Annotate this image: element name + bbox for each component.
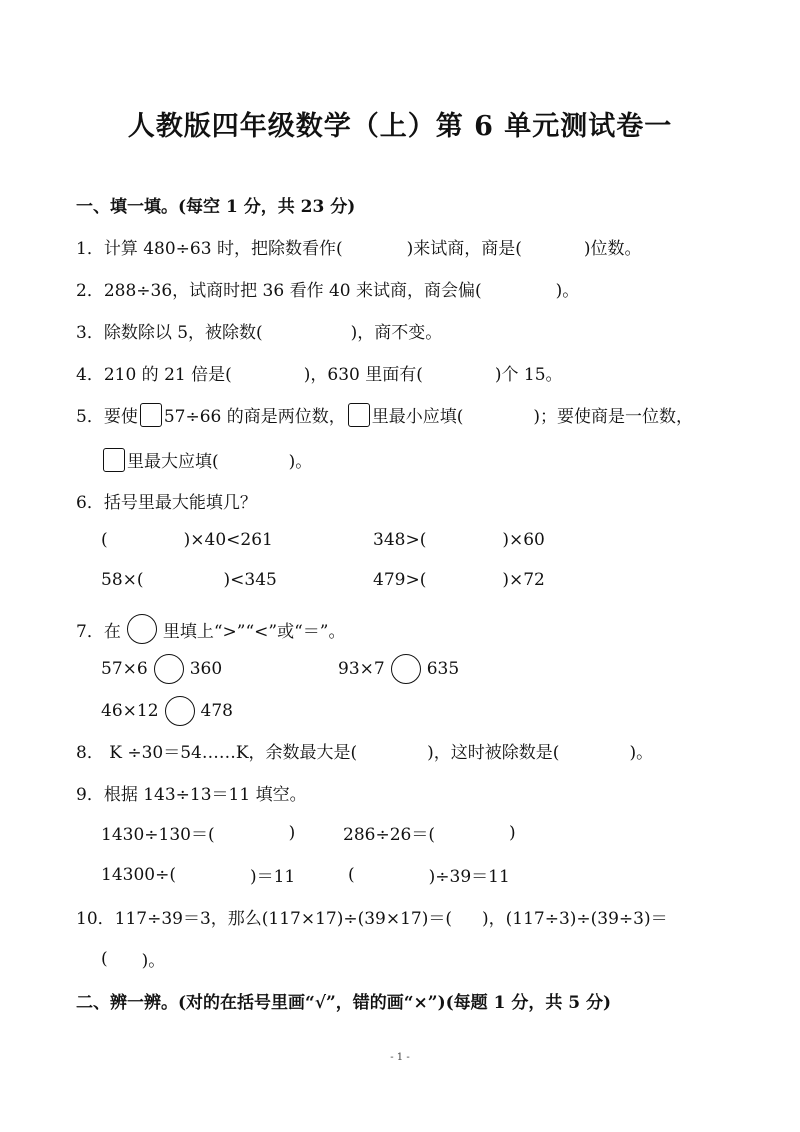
q7-item-2: [338, 654, 459, 684]
q1-text-b: )来试商，商是(: [406, 239, 522, 259]
q7-item-2-left: 93×7: [338, 659, 385, 679]
question-3: [76, 318, 442, 343]
q7-item-3-left: 46×12: [101, 701, 159, 721]
q8-text-c: )。: [629, 743, 654, 763]
q3-text-a: 3．除数除以 5，被除数(: [76, 323, 263, 343]
section-1-heading: 一、填一填。(每空 1 分，共 23 分): [76, 197, 356, 217]
q4-text-c: )个 15。: [494, 365, 563, 385]
q9-item-3-close: )＝11: [249, 867, 296, 887]
q6-item-1-open: (: [101, 530, 108, 550]
section-2-heading: 二、辨一辨。(对的在括号里画“√”，错的画“×”)(每题 1 分，共 5 分): [76, 993, 612, 1013]
q9-item-3-open: 14300÷(: [101, 864, 176, 885]
question-6: 6．括号里最大能填几？: [76, 493, 257, 513]
q3-text-b: )，商不变。: [350, 323, 443, 343]
q6-item-1: [101, 530, 273, 550]
q6-item-3: [101, 570, 277, 590]
q9-item-2: [343, 820, 516, 845]
q9-item-3: [101, 862, 295, 887]
q9-item-1-open: 1430÷130＝(: [101, 825, 215, 845]
q6-item-4-open: 479>(: [373, 570, 427, 590]
q8-text-b: )，这时被除数是(: [427, 743, 560, 763]
q9-item-2-open: 286÷26＝(: [343, 825, 435, 845]
question-5: [76, 402, 693, 427]
q7-text-a: 7．在: [76, 621, 121, 642]
q5-text-c: 里最小应填(: [371, 407, 464, 427]
question-4: [76, 360, 563, 385]
q9-item-2-close: ): [508, 822, 516, 843]
q2-text-b: )。: [555, 281, 580, 301]
q5-text-f: )。: [288, 452, 313, 472]
question-8: [76, 738, 653, 763]
empty-square-box: [348, 403, 370, 427]
q6-item-2: [373, 530, 545, 550]
q10-text-d: )。: [141, 951, 166, 971]
page-title: 人教版四年级数学（上）第 6 单元测试卷一: [127, 111, 673, 142]
q5-text-a: 5．要使: [76, 407, 138, 427]
comparison-circle[interactable]: [165, 696, 195, 726]
q8-text-a: 8． K ÷30＝54……K，余数最大是(: [76, 743, 358, 763]
q7-item-2-right: 635: [426, 659, 460, 679]
q10-text-c: (: [101, 948, 108, 969]
q5-text-d: )；要使商是一位数，: [533, 407, 694, 427]
q7-text-b: 里填上“>”“<”或“＝”。: [162, 621, 346, 642]
page-number: - 1 -: [390, 1052, 410, 1063]
question-2: [76, 276, 579, 301]
q7-item-1: [101, 654, 222, 684]
q4-text-a: 4．210 的 21 倍是(: [76, 365, 232, 385]
q4-text-b: )，630 里面有(: [303, 365, 423, 385]
q5-text-b: 57÷66 的商是两位数，: [163, 407, 346, 427]
question-10: [76, 904, 668, 929]
q6-item-3-close: )<345: [223, 570, 277, 590]
q6-item-1-close: )×40<261: [183, 530, 273, 550]
q10-text-a: 10．117÷39＝3，那么(117×17)÷(39×17)＝(: [76, 909, 453, 929]
comparison-circle[interactable]: [391, 654, 421, 684]
q9-item-1: [101, 820, 295, 845]
question-9: 9．根据 143÷13＝11 填空。: [76, 785, 307, 805]
q9-item-1-close: ): [288, 822, 296, 843]
question-10-continued: [101, 946, 165, 971]
q10-text-b: )，(117÷3)÷(39÷3)＝: [482, 909, 668, 929]
q1-text-c: )位数。: [583, 239, 642, 259]
empty-square-box: [103, 448, 125, 472]
q9-item-4-open: (: [348, 864, 355, 885]
comparison-circle[interactable]: [154, 654, 184, 684]
q7-item-1-right: 360: [189, 659, 223, 679]
q6-item-2-close: )×60: [502, 530, 545, 550]
q7-item-3: [101, 696, 233, 726]
q7-item-3-right: 478: [200, 701, 233, 721]
question-5-continued: [101, 447, 312, 472]
q9-item-4-close: )÷39＝11: [428, 867, 510, 887]
q6-item-3-open: 58×(: [101, 570, 144, 590]
empty-square-box[interactable]: [140, 403, 162, 427]
q6-item-2-open: 348>(: [373, 530, 427, 550]
empty-circle: [127, 614, 157, 644]
question-1: [76, 234, 642, 259]
question-7: [76, 614, 345, 644]
q1-text-a: 1．计算 480÷63 时，把除数看作(: [76, 239, 343, 259]
q6-item-4-close: )×72: [502, 570, 545, 590]
q5-text-e: 里最大应填(: [127, 452, 219, 472]
q7-item-1-left: 57×6: [101, 659, 148, 679]
q2-text-a: 2．288÷36，试商时把 36 看作 40 来试商，商会偏(: [76, 281, 482, 301]
q6-item-4: [373, 570, 545, 590]
q9-item-4: [348, 862, 510, 887]
